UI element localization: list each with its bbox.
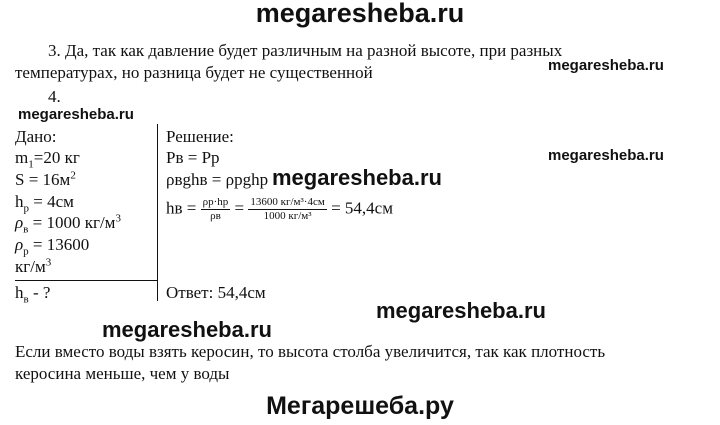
given-s: $S = 16м^2$	[15, 169, 76, 189]
equation-1: Pв = Pр	[166, 148, 220, 167]
equation-2: ρвghв = ρрghр	[166, 170, 269, 189]
watermark-right-2: megaresheba.ru	[548, 147, 664, 164]
watermark-left-2: megaresheba.ru	[102, 317, 272, 342]
fraction-numeric: $\frac{\text{13600 кг/м³·4см}}{\text{1000 кг/м³}}$	[250, 196, 325, 222]
watermark-bottom: Мегарешеба.ру	[266, 392, 454, 420]
conclusion-line2: керосина меньше, чем у воды	[15, 364, 230, 383]
item3-line2: температурах, но разница будет не существенной	[15, 63, 373, 82]
item3-line1: 3. Да, так как давление будет различным на разной высоте, при разных	[48, 41, 563, 60]
watermark-right-1: megaresheba.ru	[548, 57, 664, 74]
answer: Ответ: 54,4см	[166, 283, 266, 302]
given-find-divider	[15, 280, 158, 281]
given-h: $h_р = 4см$	[15, 192, 74, 215]
given-m1: $m_1=20$ кг	[15, 148, 80, 171]
given-rho-mercury-unit: $кг/м^3$	[15, 256, 52, 276]
watermark-left-1: megaresheba.ru	[18, 106, 134, 123]
watermark-center-1: megaresheba.ru	[272, 165, 442, 190]
given-rho-mercury: $\rho_р = 13600$	[15, 235, 90, 258]
given-title: Дано:	[15, 127, 57, 146]
find-h: $h_в$ - ?	[15, 283, 51, 306]
watermark-center-2: megaresheba.ru	[376, 298, 546, 323]
given-solution-divider	[157, 124, 158, 301]
equation-3: hв = $\frac{\rho р\cdot hр}{\rho в}$ = $\frac{\text{13600 кг/м³·4см}}{\text{1000 кг/м³}}$ = 54,4см	[166, 196, 393, 222]
item4-number: 4.	[48, 87, 61, 106]
conclusion-line1: Если вместо воды взять керосин, то высота столба увеличится, так как плотность	[15, 342, 606, 361]
fraction-symbolic: $\frac{\rho р\cdot hр}{\rho в}$	[202, 196, 229, 222]
watermark-top: megaresheba.ru	[255, 0, 465, 28]
solution-title: Решение:	[166, 127, 234, 146]
given-rho-water: $\rho_в = 1000$ $кг/м^3$	[15, 212, 121, 236]
